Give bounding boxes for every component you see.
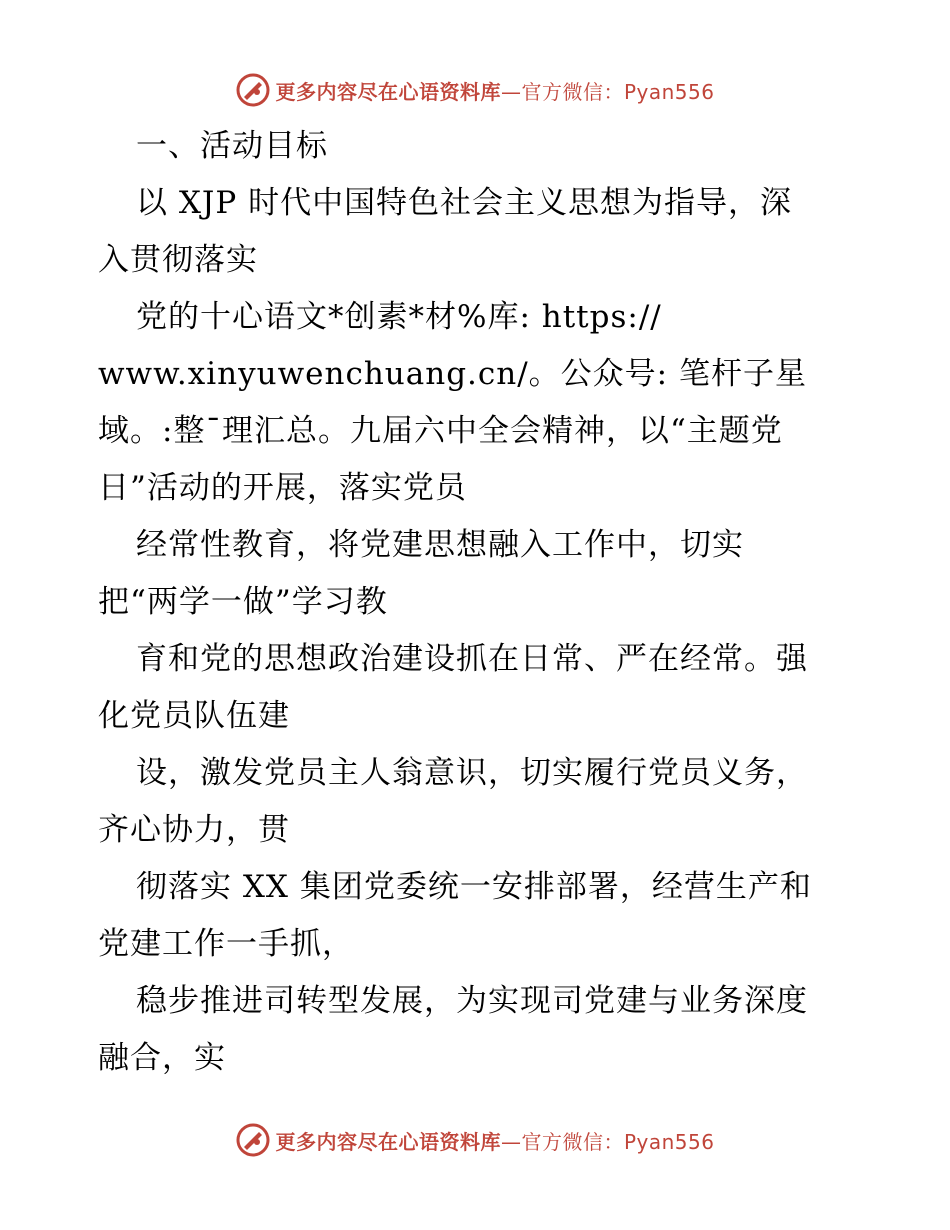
footer-banner <box>0 1120 950 1160</box>
paragraph-line: 党的十心语文*创素*材%库: https:// <box>136 299 662 335</box>
banner-dash: — <box>500 79 522 104</box>
banner-site-text: 更多内容尽在心语资料库 <box>275 1129 501 1154</box>
paragraph-line: 化党员队伍建 <box>98 698 290 734</box>
paragraph-line: www.xinyuwenchuang.cn/。公众号: 笔杆子星 <box>98 356 807 392</box>
banner-text <box>275 1126 714 1155</box>
banner-site-text: 更多内容尽在心语资料库 <box>275 79 501 104</box>
section-heading: 一、活动目标 <box>136 128 328 164</box>
document-body <box>98 118 878 1087</box>
paragraph-line: 域。:整¯理汇总。九届六中全会精神，以“主题党 <box>98 413 783 449</box>
paragraph-line: 稳步推进司转型发展，为实现司党建与业务深度 <box>136 983 808 1019</box>
banner-wechat-text: 官方微信：Pyan556 <box>521 1129 715 1154</box>
banner-wechat-text: 官方微信：Pyan556 <box>521 79 715 104</box>
paragraph-line: 经常性教育，将党建思想融入工作中，切实 <box>136 527 744 563</box>
paragraph-line: 融合，实 <box>98 1040 226 1076</box>
banner-text <box>275 76 714 105</box>
paragraph-line: 入贯彻落实 <box>98 242 258 278</box>
pen-logo-icon <box>235 72 271 108</box>
paragraph-line: 设，激发党员主人翁意识，切实履行党员义务， <box>136 755 808 791</box>
paragraph-line: 育和党的思想政治建设抓在日常、严在经常。强 <box>136 641 808 677</box>
paragraph-line: 党建工作一手抓， <box>98 926 354 962</box>
header-banner <box>0 70 950 110</box>
banner-dash: — <box>500 1129 522 1154</box>
pen-logo-icon <box>235 1122 271 1158</box>
paragraph-line: 齐心协力，贯 <box>98 812 290 848</box>
paragraph-line: 以 XJP 时代中国特色社会主义思想为指导，深 <box>136 185 793 221</box>
paragraph-line: 日”活动的开展，落实党员 <box>98 470 467 506</box>
paragraph-line: 把“两学一做”学习教 <box>98 584 388 620</box>
paragraph-line: 彻落实 XX 集团党委统一安排部署，经营生产和 <box>136 869 812 905</box>
